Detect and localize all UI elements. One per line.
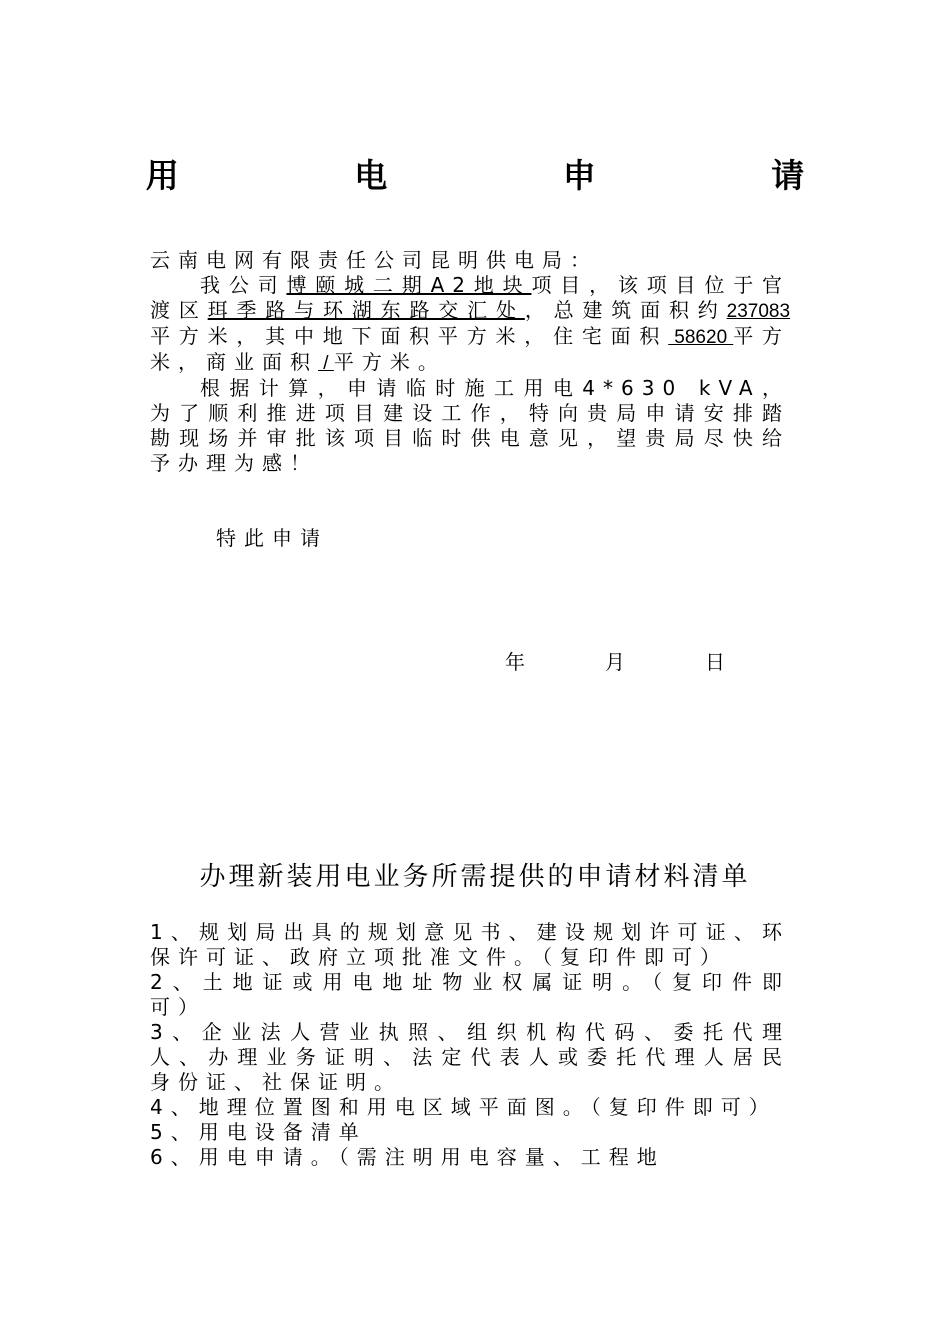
closing-text: 特此申请 xyxy=(216,526,328,550)
salutation: 云南电网有限责任公司昆明供电局： xyxy=(150,248,598,272)
date-month: 月 xyxy=(605,650,625,674)
text-fragment: 平方米。 xyxy=(333,350,446,374)
document-title: 用 电 申 请 xyxy=(145,156,887,195)
list-item: 5、用电设备清单 xyxy=(150,1120,367,1144)
list-item: 4、地理位置图和用电区域平面图。（复印件即可） xyxy=(150,1095,777,1119)
materials-list-title: 办理新装用电业务所需提供的申请材料清单 xyxy=(199,862,751,892)
materials-list xyxy=(150,920,790,1170)
commercial-area-value: / xyxy=(318,353,334,374)
date-year: 年 xyxy=(505,650,525,674)
project-description xyxy=(150,273,790,376)
project-name: 博颐城二期A2地块 xyxy=(286,273,532,297)
application-body xyxy=(150,248,790,476)
total-area-value: 237083 xyxy=(726,301,791,322)
text-fragment: 平方米，其中地下面积 xyxy=(150,324,438,348)
power-request-paragraph: 根据计算，申请临时施工用电4*630 kVA，为了顺利推进项目建设工作，特向贵局申请安排踏勘现场并审批该项目临时供电意见，望贵局尽快给予办理为感！ xyxy=(150,376,790,475)
text-fragment: 我公司 xyxy=(200,273,287,297)
list-item: 6、用电申请。（需注明用电容量、工程地 xyxy=(150,1145,665,1169)
text-fragment: ，总建筑面积约 xyxy=(524,298,727,322)
residential-area-value: 58620 xyxy=(668,327,734,348)
list-item: 2、土地证或用电地址物业权属证明。（复印件即可） xyxy=(150,970,790,1019)
signature-date xyxy=(505,646,725,675)
text-fragment: 平方米，住宅面积 xyxy=(437,324,669,348)
list-item: 3、企业法人营业执照、组织机构代码、委托代理人、办理业务证明、法定代表人或委托代理人居民身份证、社保证明。 xyxy=(150,1020,790,1094)
text-fragment: 项目，该项目位于官渡区 xyxy=(150,273,791,322)
project-location: 珥季路与环湖东路交汇处 xyxy=(207,298,525,322)
list-item: 1、规划局出具的规划意见书、建设规划许可证、环保许可证、政府立项批准文件。（复印件即可） xyxy=(150,920,790,969)
date-day: 日 xyxy=(705,650,725,674)
text-fragment: 平方米，商业面积 xyxy=(150,324,791,374)
